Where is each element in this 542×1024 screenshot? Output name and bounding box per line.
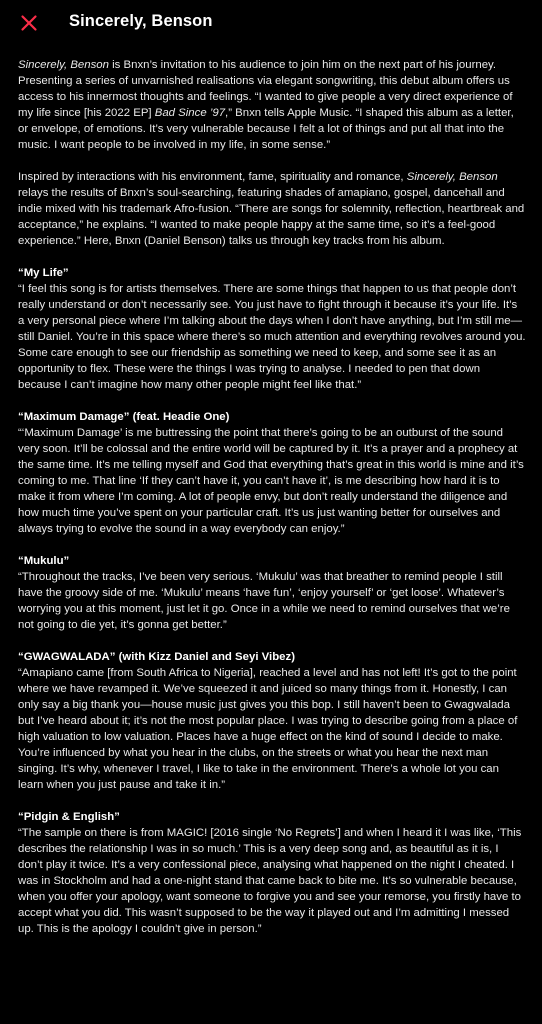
album-title-italic: Sincerely, Benson — [18, 59, 109, 71]
close-icon — [20, 14, 38, 32]
intro-text: is Bnxn’s invitation to his audience to join him on the next part of his journey. Presenting a series of unvarnished realisations via elegant songwriting, this debut album offers us access to his innermost thoughts and feelings. “I wanted to give people a very direct experience of my life since [his 2022 EP] — [18, 59, 513, 119]
track-section-gwagwalada — [18, 649, 526, 793]
ep-title-italic: Bad Since ’97 — [154, 107, 226, 119]
intro-text: Inspired by interactions with his environment, fame, spirituality and romance, — [18, 171, 407, 183]
intro-paragraph-2 — [18, 169, 526, 249]
album-title-italic: Sincerely, Benson — [406, 171, 498, 183]
page-title: Sincerely, Benson — [69, 12, 213, 30]
track-section-my-life — [18, 265, 526, 393]
track-title: “Mukulu” — [18, 555, 70, 567]
track-title: “Maximum Damage” (feat. Headie One) — [18, 411, 230, 423]
track-commentary: “‘Maximum Damage’ is me buttressing the point that there’s going to be an outburst of the sound very soon. It’ll be colossal and the entire world will be captured by it. It’s a prayer and a prophecy at the same time. It’s me telling myself and God that everything that’s great in this world is mine and it’s coming to me. That line ‘If they can’t have it, you can’t have it’, is me describing how hard it is to make it from where I’m coming. A lot of people envy, but don’t really understand the diligence and how much time you’ve spent on your particular craft. It’s us just wanting better for ourselves and always trying to evolve the sound in a way everybody can enjoy.” — [18, 427, 524, 535]
header — [0, 0, 542, 44]
intro-text: relays the results of Bnxn’s soul-searching, featuring shades of amapiano, gospel, dancehall and indie mixed with his trademark Afro-fusion. “There are songs for solemnity, reflection, heartbreak and acceptance,” he explains. “I wanted to make people happy at the same time, so it’s a feel-good experience.” Here, Bnxn (Daniel Benson) talks us through key tracks from his album. — [18, 187, 525, 247]
track-commentary: “Throughout the tracks, I’ve been very serious. ‘Mukulu’ was that breather to remind people I still have the groovy side of me. ‘Mukulu’ means ‘have fun’, ‘enjoy yourself’ or ‘get loose’. Whatever’s worrying you at this moment, just let it go. Once in a while we need to remind ourselves that we’re not going to die yet, it’s gonna get better.” — [18, 571, 510, 631]
close-button[interactable] — [16, 10, 42, 36]
track-title: “GWAGWALADA” (with Kizz Daniel and Seyi Vibez) — [18, 651, 295, 663]
track-title: “My Life” — [18, 267, 69, 279]
album-notes — [18, 57, 526, 953]
track-commentary: “I feel this song is for artists themselves. There are some things that happen to us that people don’t really understand or don’t necessarily see. You just have to fight through it because it’s your life. It’s a very personal piece where I’m talking about the days when I don’t have anything, but I’m still me—still Daniel. You’re in this space where there’s so much attention and everything revolves around you. Some care enough to see our friendship as something we need to keep, and some see it as an opportunity to flex. These were the things I was trying to analyse. I needed to pen that down because I can’t imagine how many other people might feel like that.” — [18, 283, 526, 391]
track-commentary: “Amapiano came [from South Africa to Nigeria], reached a level and has not left! It’s got to the point where we have revamped it. We’ve squeezed it and juiced so many things from it. Honestly, I can only say a big thank you—house music just gives you this bop. I still haven’t been to Gwagwalada but I’ve heard about it; it’s not the most popular place. I was trying to describe going from a place of high valuation to low valuation. Places have a huge effect on the kind of sound I decide to make. You’re influenced by what you hear in the clubs, on the streets or what you hear the next man singing. It’s why, whenever I travel, I like to take in the environment. There’s a whole lot you can learn when you just pause and take it in.” — [18, 667, 518, 791]
intro-paragraph-1 — [18, 57, 526, 153]
track-section-maximum-damage — [18, 409, 526, 537]
track-section-pidgin-english — [18, 809, 526, 937]
track-commentary: “The sample on there is from MAGIC! [2016 single ‘No Regrets’] and when I heard it I was like, ‘This describes the relationship I was in so much.’ This is a very deep song and, as beautiful as it is, I don’t play it twice. It’s a very confessional piece, analysing what happened on the night I cheated. I was in Stockholm and had a one-night stand that came back to bite me. It’s so vulnerable because, when you offer your apology, want someone to forgive you and see your remorse, you firstly have to accept what you did. This wasn’t supposed to be the way it played out and I’m admitting I messed up. This is the apology I couldn’t give in person.” — [18, 827, 522, 935]
track-section-mukulu — [18, 553, 526, 633]
track-title: “Pidgin & English” — [18, 811, 120, 823]
intro-text: ,” Bnxn tells Apple Music. “I shaped this album as a letter, or envelope, of emotions. It’s very vulnerable because I felt a lot of things and put all that into the music. I want people to be involved in my life, in some sense.” — [18, 107, 514, 151]
